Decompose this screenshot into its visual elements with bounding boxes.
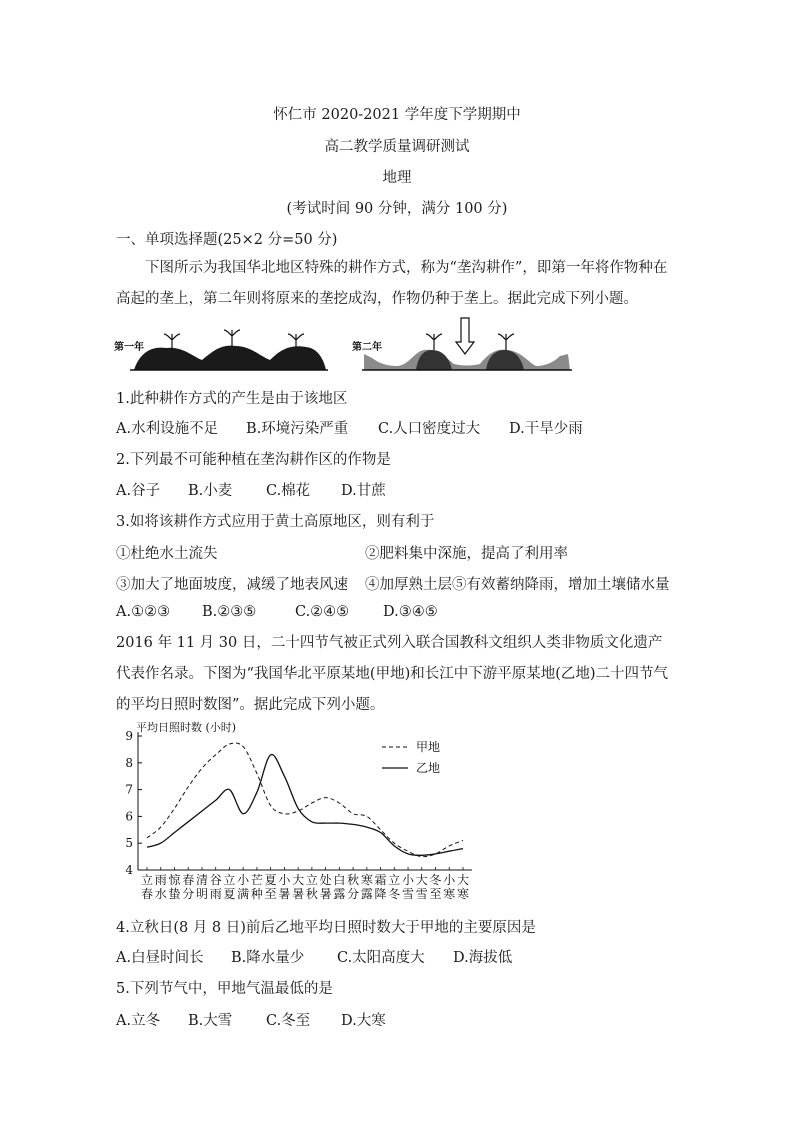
q5-option-b[interactable]: B.大雪 (188, 1013, 233, 1029)
chart-x-tick-label-bottom: 暑 (292, 887, 305, 901)
chart-x-tick-label-bottom: 蛰 (168, 887, 181, 901)
q3-item-4: ④加厚熟土层⑤有效蓄纳降雨，增加土壤储水量 (365, 577, 670, 593)
chart-x-tick-label-top: 春 (182, 873, 195, 887)
chart-x-tick-label-bottom: 春 (140, 887, 154, 901)
chart-x-tick-label-top: 大 (415, 873, 428, 887)
chart-x-tick-label-top: 小 (443, 873, 456, 887)
q1-option-d[interactable]: D.干旱少雨 (509, 421, 583, 437)
section2-intro: 2016 年 11 月 30 日，二十四节气被正式列入联合国教科文组织人类非物质文化遗产代表作名录。下图为“我国华北平原某地(甲地)和长江中下游平原某地(乙地)二十四节气的平均日照时数图”。据此完成下列小题。 (116, 635, 669, 713)
q3-option-d[interactable]: D.③④⑤ (383, 604, 438, 620)
chart-x-tick-label-bottom: 水 (154, 887, 167, 901)
q4-option-a[interactable]: A.白昼时间长 (116, 950, 204, 966)
label-year2: 第二年 (352, 342, 382, 353)
chart-x-tick-label-top: 立 (305, 873, 318, 887)
chart-x-tick-label-top: 夏 (264, 873, 277, 887)
chart-x-tick-label-top: 立 (223, 873, 236, 887)
exam-info: (考试时间 90 分钟，满分 100 分) (286, 201, 508, 217)
q5-option-d[interactable]: D.大寒 (341, 1013, 386, 1029)
exam-title: 怀仁市 2020-2021 学年度下学期期中 (273, 107, 521, 123)
chart-x-tick-label-bottom: 寒 (443, 887, 456, 901)
chart-x-tick-label-bottom: 至 (264, 887, 277, 901)
year1-diagram (114, 330, 328, 370)
chart-x-tick-label-bottom: 满 (237, 887, 250, 901)
chart-x-tick-label-top: 惊 (168, 873, 181, 887)
ridge-furrow-figure (110, 316, 580, 380)
chart-x-tick-label-top: 秋 (347, 873, 360, 887)
chart-y-tick-label: 5 (125, 836, 133, 851)
chart-x-tick-label-bottom: 暑 (319, 887, 332, 901)
q3-item-2: ②肥料集中深施，提高了利用率 (365, 546, 568, 562)
chart-x-tick-label-top: 小 (237, 873, 250, 887)
chart-y-tick-label: 7 (125, 782, 133, 797)
chart-legend (382, 739, 440, 775)
chart-x-tick-label-bottom: 寒 (456, 887, 470, 901)
q3-option-c[interactable]: C.②④⑤ (295, 604, 350, 620)
q4-option-b[interactable]: B.降水量少 (231, 950, 305, 966)
chart-x-tick-label-top: 处 (319, 873, 332, 887)
q2-option-c[interactable]: C.棉花 (266, 483, 311, 499)
chart-x-tick-label-top: 大 (292, 873, 305, 887)
chart-x-tick-label-top: 大 (456, 873, 470, 887)
chart-y-tick-label: 4 (125, 863, 133, 877)
legend-label-yi: 乙地 (416, 761, 441, 775)
chart-x-tick-label-top: 雨 (154, 873, 167, 887)
chart-x-tick-label-bottom: 分 (347, 887, 360, 901)
year2-diagram (352, 318, 572, 370)
chart-x-tick-label-top: 冬 (429, 873, 442, 887)
chart-x-tick-label-top: 小 (278, 873, 291, 887)
exam-subtitle: 高二教学质量调研测试 (324, 139, 470, 155)
q2-option-b[interactable]: B.小麦 (188, 483, 233, 499)
chart-x-tick-label-top: 小 (402, 873, 415, 887)
q3-option-a[interactable]: A.①②③ (116, 604, 171, 620)
q2-stem: 2.下列最不可能种植在垄沟耕作区的作物是 (116, 452, 391, 468)
chart-y-tick-label: 6 (125, 809, 133, 824)
q3-option-b[interactable]: B.②③⑤ (202, 604, 257, 620)
chart-ylabel: 平均日照时数 (小时) (136, 721, 237, 734)
down-arrow-icon (456, 318, 474, 354)
q5-option-a[interactable]: A.立冬 (116, 1013, 161, 1029)
q5-stem: 5.下列节气中，甲地气温最低的是 (116, 981, 333, 997)
chart-x-tick-label-bottom: 明 (195, 887, 208, 901)
chart-x-tick-label-top: 白 (333, 873, 346, 887)
label-year1: 第一年 (114, 342, 144, 353)
chart-x-tick-label-top: 霜 (374, 873, 387, 887)
legend-label-jia: 甲地 (416, 740, 441, 754)
section1-intro: 下图所示为我国华北地区特殊的耕作方式，称为“垄沟耕作”，即第一年将作物种在高起的垄上，第二年则将原来的垄挖成沟，作物仍种于垄上。据此完成下列小题。 (116, 260, 668, 307)
sunshine-chart (112, 716, 484, 906)
q3-item-1: ①杜绝水土流失 (116, 546, 218, 562)
chart-x-tick-label-bottom: 分 (182, 887, 195, 901)
chart-x-tick-label-bottom: 暑 (278, 887, 291, 901)
q1-option-c[interactable]: C.人口密度过大 (378, 421, 481, 437)
q4-option-d[interactable]: D.海拔低 (453, 950, 513, 966)
chart-x-tick-label-top: 寒 (360, 873, 373, 887)
q3-item-3: ③加大了地面坡度，减缓了地表风速 (116, 577, 348, 593)
exam-subject: 地理 (382, 170, 412, 186)
chart-x-tick-label-bottom: 雨 (209, 887, 222, 901)
q1-option-a[interactable]: A.水利设施不足 (116, 421, 219, 437)
q1-stem: 1.此种耕作方式的产生是由于该地区 (116, 391, 348, 407)
q2-option-d[interactable]: D.甘蔗 (341, 483, 386, 499)
q2-option-a[interactable]: A.谷子 (116, 483, 161, 499)
chart-x-tick-label-top: 清 (195, 873, 208, 887)
chart-x-tick-label-bottom: 雪 (415, 887, 428, 901)
chart-y-tick-label: 8 (125, 755, 133, 770)
chart-x-tick-label-bottom: 秋 (305, 887, 318, 901)
chart-x-tick-label-bottom: 冬 (388, 887, 401, 901)
chart-x-tick-label-bottom: 种 (250, 887, 263, 901)
q4-stem: 4.立秋日(8 月 8 日)前后乙地平均日照时数大于甲地的主要原因是 (116, 920, 536, 936)
q3-stem: 3.如将该耕作方式应用于黄土高原地区，则有利于 (116, 514, 435, 530)
chart-x-tick-label-bottom: 降 (374, 887, 387, 901)
chart-x-tick-label-top: 立 (388, 873, 401, 887)
chart-x-tick-label-bottom: 露 (360, 887, 373, 901)
q5-option-c[interactable]: C.冬至 (266, 1013, 311, 1029)
chart-x-tick-label-top: 芒 (250, 873, 263, 887)
chart-y-tick-label: 9 (125, 729, 133, 743)
chart-x-tick-label-bottom: 夏 (223, 887, 236, 901)
q4-option-c[interactable]: C.太阳高度大 (337, 950, 425, 966)
chart-x-tick-label-bottom: 雪 (402, 887, 415, 901)
chart-x-tick-label-bottom: 露 (333, 887, 346, 901)
q1-option-b[interactable]: B.环境污染严重 (246, 421, 349, 437)
chart-x-tick-label-top: 谷 (209, 873, 222, 887)
chart-x-tick-label-bottom: 至 (429, 887, 442, 901)
section1-heading: 一、单项选择题(25×2 分=50 分) (116, 232, 338, 248)
chart-x-tick-label-top: 立 (140, 873, 154, 887)
